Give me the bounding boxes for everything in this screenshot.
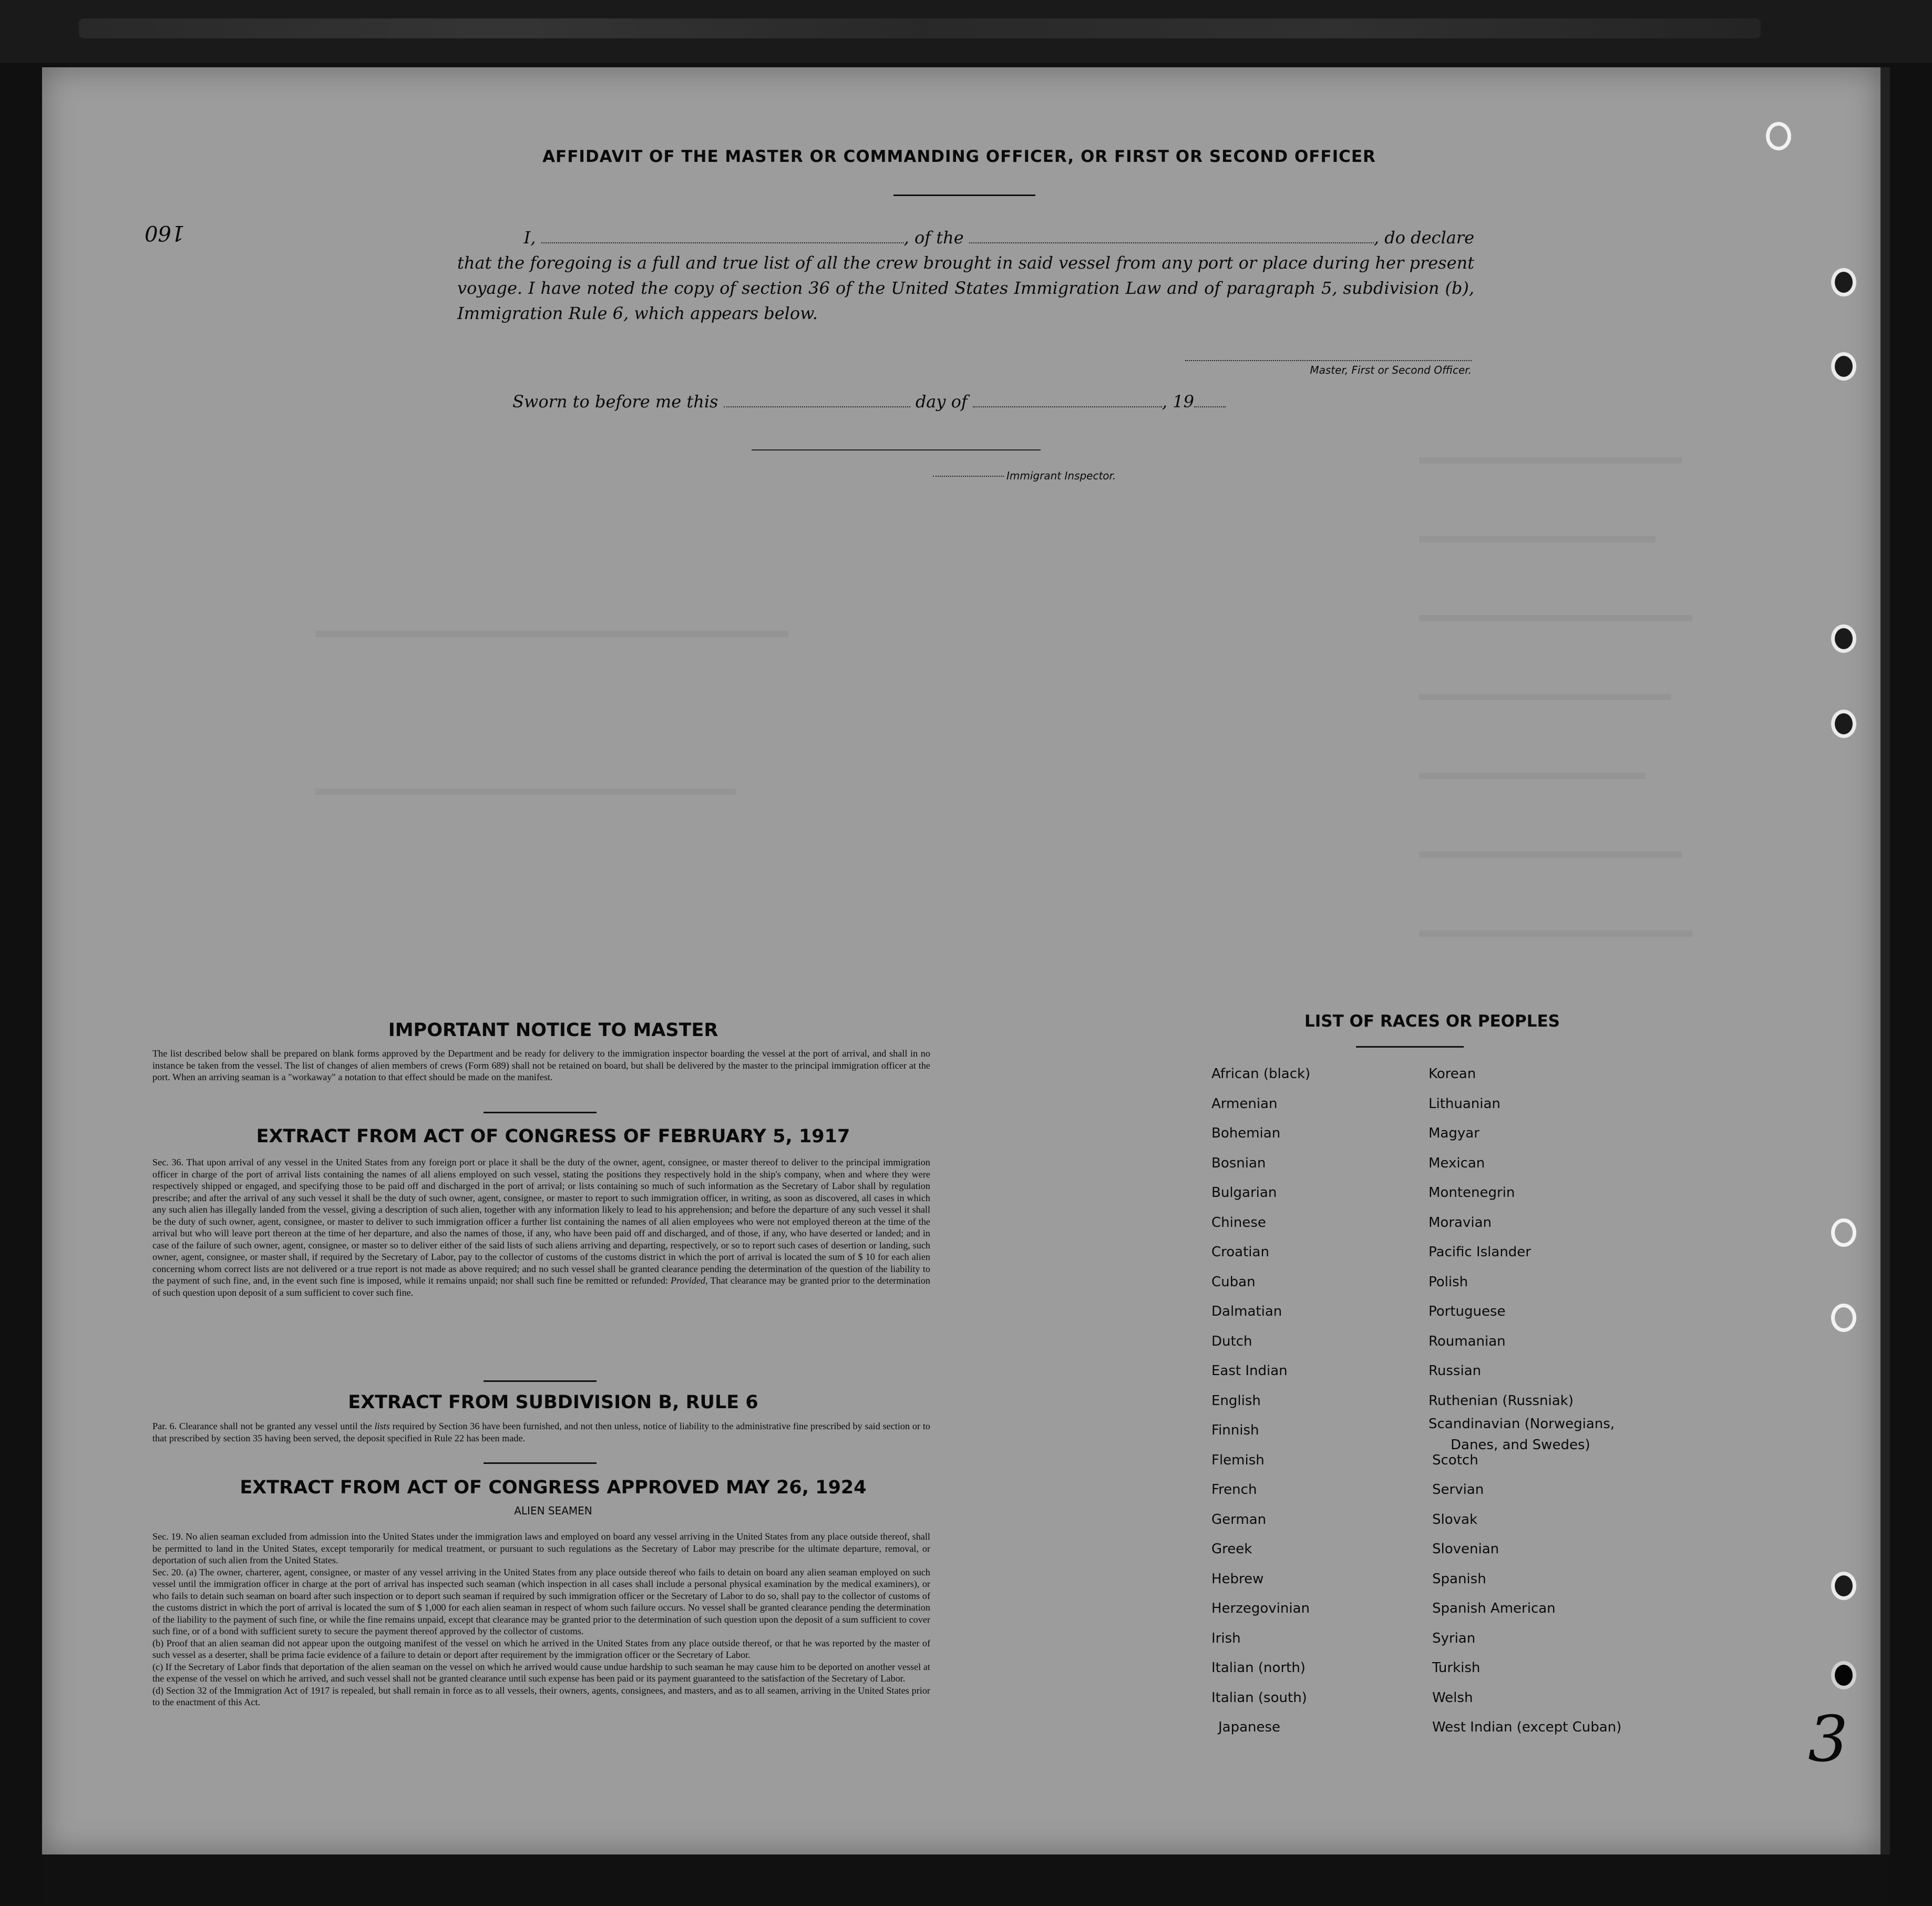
bleed-through [1419, 457, 1682, 464]
race-item: Flemish [1211, 1452, 1265, 1468]
extract-rule6-body [152, 1420, 930, 1444]
punch-hole [1831, 352, 1856, 381]
bleed-through [1419, 694, 1671, 700]
bleed-through [1419, 773, 1645, 779]
race-item: East Indian [1211, 1363, 1288, 1379]
race-item: Spanish American [1432, 1601, 1556, 1616]
punch-hole [1831, 710, 1856, 738]
race-item: Chinese [1211, 1214, 1266, 1231]
affidavit-title: AFFIDAVIT OF THE MASTER OR COMMANDING OFFICER, OR FIRST OR SECOND OFFICER [542, 147, 1376, 166]
race-item: German [1211, 1511, 1267, 1528]
race-item: African (black) [1211, 1066, 1311, 1082]
extract-1924-body [152, 1531, 930, 1708]
race-item: Turkish [1432, 1660, 1481, 1676]
sec-20c: (c) If the Secretary of Labor finds that deportation of the alien seaman on the vessel on which he arrived would cause undue hardship to such seaman he may cause him to be deported on another vessel at the expense of the vessel on which he arrived, and such vessel shall not be granted clearance until such expense has been paid or its payment guaranteed to the satisfaction of the Secretary of Labor. [152, 1661, 930, 1684]
signature-line [1185, 360, 1472, 361]
rank-blank [969, 229, 1374, 243]
race-item: Pacific Islander [1429, 1244, 1531, 1260]
section-rule [484, 1112, 597, 1113]
race-item: English [1211, 1392, 1261, 1409]
race-item: Japanese [1218, 1719, 1281, 1735]
sec-20b: (b) Proof that an alien seaman did not appear upon the outgoing manifest of the vessel on which he arrived in the United States from any place outside thereof, or that he was reported by the master of such vessel as a deserter, shall be prima facie evidence of a failure to detain or deport after requirement by the immigration officer or the Secretary of Labor. [152, 1637, 930, 1660]
race-item: Ruthenian (Russniak) [1429, 1392, 1574, 1409]
bleed-through [1419, 852, 1682, 858]
races-rule [1356, 1046, 1464, 1048]
day-blank [724, 393, 910, 407]
extract-rule6-title: EXTRACT FROM SUBDIVISION B, RULE 6 [348, 1392, 758, 1413]
inspector-label: Immigrant Inspector. [1006, 469, 1116, 482]
sworn-prefix: Sworn to before me this [512, 392, 718, 412]
race-item: Finnish [1211, 1422, 1259, 1438]
race-item: Magyar [1429, 1125, 1479, 1141]
race-item: Armenian [1211, 1095, 1278, 1112]
race-item: Lithuanian [1429, 1095, 1501, 1112]
title-rule [893, 194, 1035, 196]
extract-1917-title: EXTRACT FROM ACT OF CONGRESS OF FEBRUARY 5, 1917 [256, 1126, 850, 1147]
declaration-body: that the foregoing is a full and true list of all the crew brought in said vessel from any port or place during her present voyage. I have noted the copy of section 36 of the United States Immigration Law and of paragraph 5, subdivision (b), Immigration Rule 6, which appears below. [457, 253, 1474, 323]
punch-hole [1831, 1304, 1856, 1332]
section-rule [484, 1380, 597, 1382]
extract-rule6-lists: lists [374, 1421, 390, 1431]
race-item: Welsh [1432, 1689, 1473, 1706]
race-item: Russian [1429, 1363, 1482, 1379]
race-item: Dutch [1211, 1333, 1252, 1349]
month-blank [973, 393, 1162, 407]
race-item: West Indian (except Cuban) [1432, 1719, 1622, 1735]
punch-hole [1831, 1661, 1856, 1689]
race-item: Bohemian [1211, 1125, 1281, 1141]
punch-hole [1831, 624, 1856, 653]
decl-i: I, [523, 228, 536, 248]
race-item: Korean [1429, 1066, 1476, 1082]
punch-hole [1831, 1572, 1856, 1600]
extract-1917-body [152, 1156, 930, 1298]
section-rule [484, 1462, 597, 1464]
race-item: Polish [1429, 1274, 1468, 1290]
bleed-through [1419, 930, 1692, 937]
race-item: Portuguese [1429, 1304, 1506, 1319]
name-blank [541, 229, 904, 243]
race-item: Bulgarian [1211, 1185, 1277, 1201]
extract-1917-body-a: Sec. 36. That upon arrival of any vessel in the United States from any foreign port or place it shall be the duty of the owner, agent, consignee, or master thereof to deliver to the principal immigration officer in charge of the port of arrival lists containing the names of all aliens employed on such vessel, stating the positions they respectively hold in the ship's company, when and where they were respectively shipped or engaged, and specifying those to be paid off and discharged in the port of arrival; or lists containing so much of such information as the Secretary of Labor shall by regulation prescribe; and after the arrival of any such vessel it shall be the duty of such owner, agent, consignee, or master to report to such immigration officer, in writing, as soon as discovered, all cases in which any such alien has illegally landed from the vessel, giving a description of such alien, together with any information likely to lead to his apprehension; and before the departure of any such vessel it shall be the duty of such owner, agent, consignee, or master to deliver to such immigration officer a further list containing the names of all alien employees who were not employed thereon at the time of the arrival but who will leave port thereon at the time of her departure, and also the names of those, if any, who have been paid off and discharged, and of those, if any, who have deserted or landed; and in case of the failure of such owner, agent, consignee, or master so to deliver either of the said lists of such aliens arriving and departing, respectively, or so to report such cases of desertion or landing, such owner, agent, consignee, or master shall, if required by the Secretary of Labor, pay to the collector of customs of the customs district in which the port of arrival is located the sum of $ 10 for each alien concerning whom correct lists are not delivered or a true report is not made as above required; and no such vessel shall be granted clearance pending the determination of the question of the liability to the payment of such fine, and, in the event such fine is imposed, while it remains unpaid; nor shall such fine be remitted or refunded: [152, 1157, 930, 1286]
signature-label: Master, First or Second Officer. [1310, 364, 1472, 376]
sec-19: Sec. 19. No alien seaman excluded from admission into the United States under the immigration laws and employed on board any vessel arriving in the United States from any place outside thereof, shall be permitted to land in the United States, except temporarily for medical treatment, or pursuant to such regulations as the Secretary of Labor may prescribe for the ultimate departure, removal, or deportation of such alien from the United States. [152, 1531, 930, 1565]
sec-20a: Sec. 20. (a) The owner, charterer, agent, consignee, or master of any vessel arriving in the United States from any place outside thereof who fails to detain on board any alien seaman employed on such vessel until the immigration officer in charge at the port of arrival has inspected such seaman (which inspection in all cases shall include a personal physical examination by the medical examiners), or who fails to detain such seaman on board after such inspection or to deport such seaman if required by such immigration officer or the Secretary of Labor to do so, shall pay to the collector of customs of the customs district in which the port of arrival is located the sum of $ 1,000 for each alien seaman in respect of whom such failure occurs. No vessel shall be granted clearance pending the determination of the liability to the payment of such fine, or while the fine remains unpaid, except that clearance may be granted prior to the determination of such question upon the deposit of a sum sufficient to cover such fine, or of a bond with sufficient surety to secure the payment thereof approved by the collector of customs. [152, 1566, 930, 1636]
bleed-through [315, 788, 736, 795]
affidavit-text [457, 225, 1474, 326]
race-item: Slovak [1432, 1511, 1478, 1528]
sec-20d: (d) Section 32 of the Immigration Act of 1917 is repealed, but shall remain in force as to all vessels, their owners, agents, consignees, and masters, and as to all seamen, arriving in the United States prior to the enactment of this Act. [152, 1685, 930, 1707]
sworn-line [512, 392, 1226, 412]
punch-hole [1831, 1218, 1856, 1247]
scan-bottom-strip [42, 1854, 1887, 1906]
race-item: Irish [1211, 1630, 1241, 1646]
race-item: Slovenian [1432, 1541, 1499, 1557]
decl-of-the: , of the [903, 228, 964, 248]
race-item: Hebrew [1211, 1571, 1264, 1587]
inspector-dots [933, 476, 1004, 477]
race-item: Croatian [1211, 1244, 1269, 1260]
bleed-through [1419, 536, 1656, 542]
bleed-through [1419, 615, 1692, 621]
race-item: Danes, and Swedes) [1451, 1437, 1590, 1453]
race-item: Scandinavian (Norwegians, [1429, 1416, 1615, 1432]
race-item: Dalmatian [1211, 1304, 1282, 1319]
extract-1924-subtitle: ALIEN SEAMEN [514, 1504, 592, 1517]
race-item: Bosnian [1211, 1155, 1266, 1171]
sworn-day-of: day of [915, 392, 968, 412]
extract-1917-provided: Provided, [671, 1275, 708, 1286]
inspector-signature-line [752, 449, 1041, 450]
race-item: Cuban [1211, 1274, 1256, 1290]
races-title: LIST OF RACES OR PEOPLES [1304, 1012, 1560, 1031]
race-item: Moravian [1429, 1214, 1492, 1231]
race-item: French [1211, 1482, 1257, 1498]
race-item: Spanish [1432, 1571, 1486, 1587]
bleed-through [315, 631, 788, 637]
punch-hole [1766, 122, 1791, 150]
year-blank [1194, 393, 1226, 407]
notice-title: IMPORTANT NOTICE TO MASTER [388, 1020, 718, 1041]
race-item: Syrian [1432, 1630, 1476, 1646]
page-mark: 3 [1808, 1703, 1848, 1776]
extract-1924-title: EXTRACT FROM ACT OF CONGRESS APPROVED MAY 26, 1924 [240, 1477, 867, 1498]
extract-rule6-body-b: required by Section 36 have been furnished, and not then unless, notice of liability to the administrative fine prescribed by said section or to that prescribed by section 35 having been served, the deposit specified in Rule 22 has been made. [152, 1421, 930, 1443]
sworn-year: , 19 [1162, 392, 1194, 412]
scan-top-strip [0, 0, 1932, 63]
extract-1917-body-b: That clearance may be granted prior to the determination of such question upon deposit of a sum sufficient to cover such fine. [152, 1275, 931, 1298]
margin-number: 160 [145, 221, 185, 245]
decl-do-declare: , do declare [1373, 228, 1474, 248]
punch-hole [1831, 268, 1856, 296]
sheet-edge [1880, 67, 1890, 1854]
notice-body: The list described below shall be prepared on blank forms approved by the Department and be ready for delivery to the immigration inspector boarding the vessel at the port of arrival, and shall in no instance be taken from the vessel. The list of changes of alien members of crews (Form 689) shall not be retained on board, but shall be delivered by the master to the principal immigration officer at the port. When an arriving seaman is a "workaway" a notation to that effect should be made on the manifest. [152, 1048, 930, 1082]
race-item: Scotch [1432, 1452, 1478, 1468]
race-item: Italian (south) [1211, 1689, 1307, 1706]
race-item: Italian (north) [1211, 1660, 1306, 1676]
race-item: Mexican [1429, 1155, 1485, 1171]
race-item: Servian [1432, 1482, 1484, 1498]
race-item: Roumanian [1429, 1333, 1506, 1349]
race-item: Herzegovinian [1211, 1601, 1310, 1616]
race-item: Greek [1211, 1541, 1252, 1557]
extract-rule6-body-a: Par. 6. Clearance shall not be granted any vessel until the [152, 1421, 372, 1431]
race-item: Montenegrin [1429, 1185, 1515, 1201]
